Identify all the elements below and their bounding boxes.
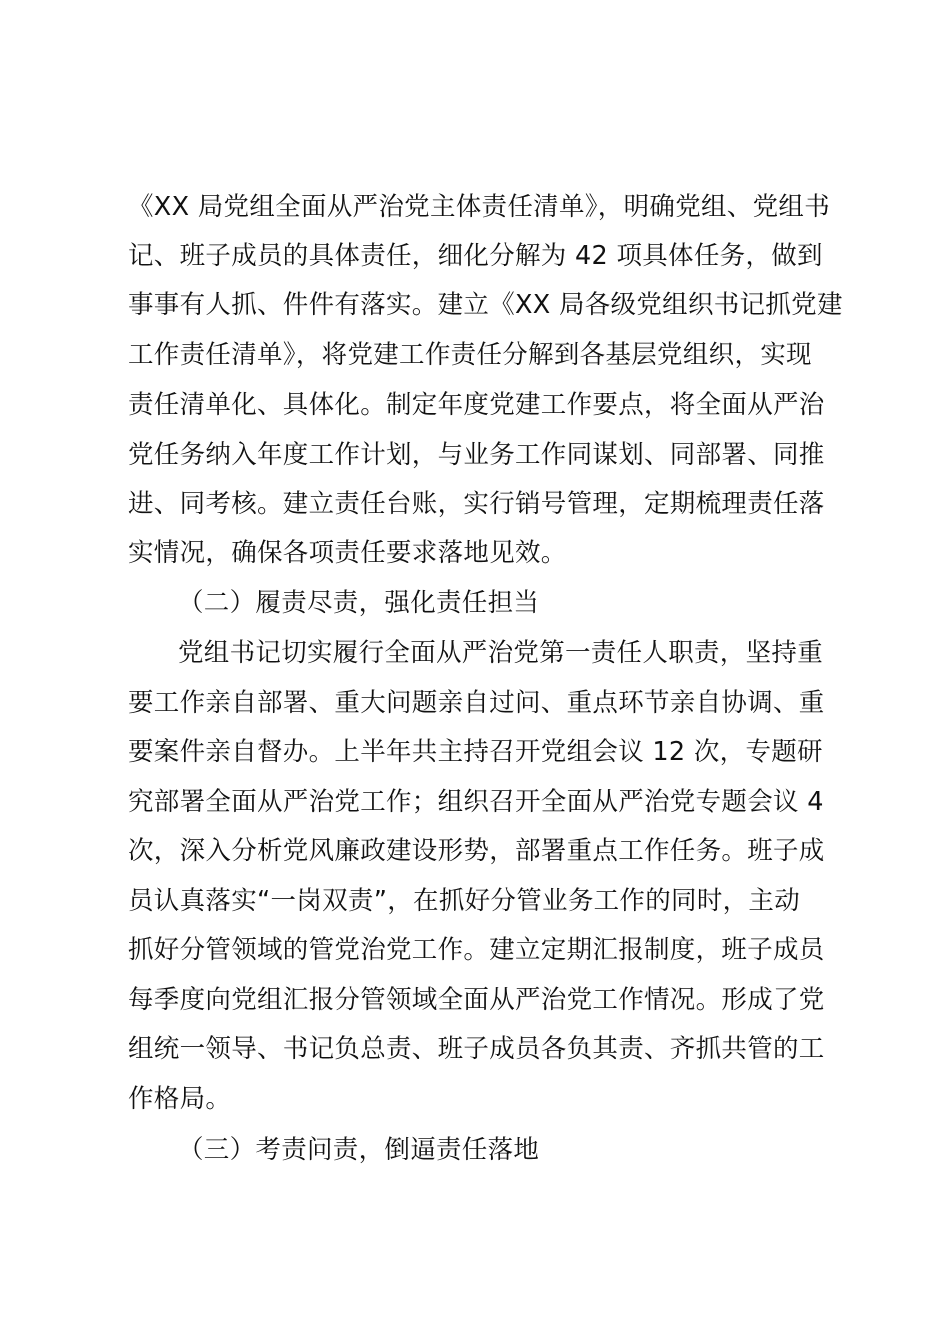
text-line: 记、班子成员的具体责任，细化分解为 42 项具体任务，做到: [128, 241, 823, 271]
text-line: 工作责任清单》，将党建工作责任分解到各基层党组织，实现: [128, 340, 812, 370]
text-line: 事事有人抓、件件有落实。建立《XX 局各级党组织书记抓党建: [128, 290, 843, 320]
text-line: 实情况，确保各项责任要求落地见效。: [128, 538, 567, 568]
section-heading: （三）考责问责，倒逼责任落地: [178, 1135, 540, 1165]
text-line: 抓好分管领域的管党治党工作。建立定期汇报制度，班子成员: [128, 935, 825, 965]
text-line: 每季度向党组汇报分管领域全面从严治党工作情况。形成了党: [128, 985, 825, 1015]
text-line: 次，深入分析党风廉政建设形势，部署重点工作任务。班子成: [128, 836, 825, 866]
text-line: 要案件亲自督办。上半年共主持召开党组会议 12 次，专题研: [128, 737, 823, 767]
text-line: 员认真落实“一岗双责”，在抓好分管业务工作的同时，主动: [128, 886, 801, 916]
text-line: 作格局。: [128, 1084, 232, 1114]
text-line: 党组书记切实履行全面从严治党第一责任人职责，坚持重: [178, 638, 824, 668]
text-line: 进、同考核。建立责任台账，实行销号管理，定期梳理责任落: [128, 489, 825, 519]
text-line: 党任务纳入年度工作计划，与业务工作同谋划、同部署、同推: [128, 440, 825, 470]
text-line: 责任清单化、具体化。制定年度党建工作要点，将全面从严治: [128, 390, 825, 420]
section-heading: （二）履责尽责，强化责任担当: [178, 588, 540, 618]
text-line: 组统一领导、书记负总责、班子成员各负其责、齐抓共管的工: [128, 1034, 825, 1064]
text-line: 要工作亲自部署、重大问题亲自过问、重点环节亲自协调、重: [128, 688, 825, 718]
text-line: 《XX 局党组全面从严治党主体责任清单》，明确党组、党组书: [128, 192, 830, 222]
text-line: 究部署全面从严治党工作；组织召开全面从严治党专题会议 4: [128, 787, 824, 817]
